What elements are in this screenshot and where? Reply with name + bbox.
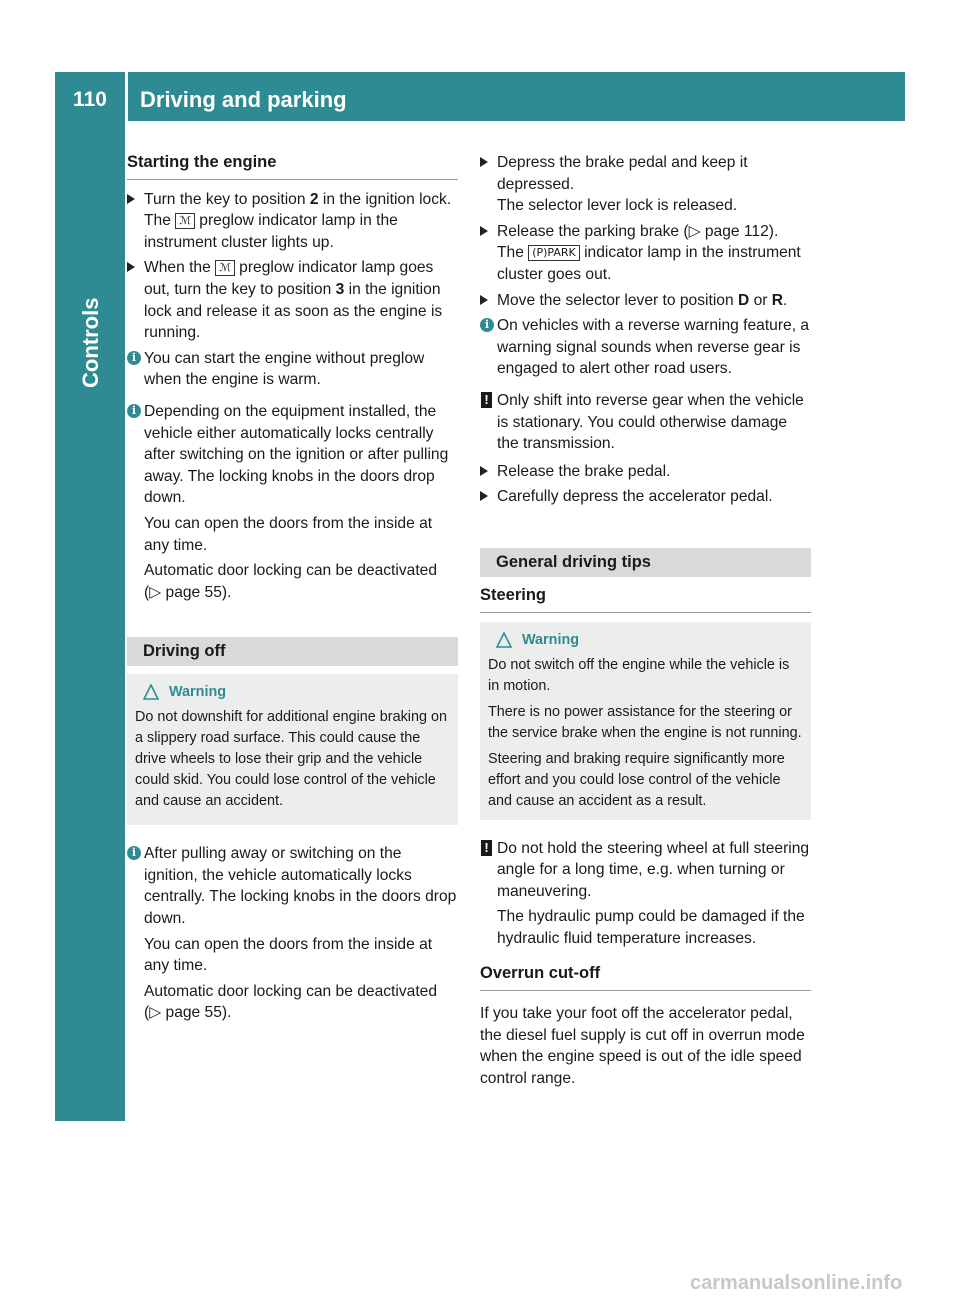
step-accelerate: Carefully depress the accelerator pedal. bbox=[480, 486, 811, 508]
exclamation-icon: ! bbox=[481, 840, 492, 856]
info-note-warm-engine: i You can start the engine without preglow when the engine is warm. bbox=[127, 348, 458, 391]
caution-note-steering: ! Do not hold the steering wheel at full steering angle for a long time, e.g. when turning or maneuvering. bbox=[480, 838, 811, 903]
preglow-lamp-icon: ℳ bbox=[215, 260, 235, 276]
warning-box-downshift bbox=[127, 674, 458, 825]
step-turn-key: Turn the key to position 2 in the ignition lock. The ℳ preglow indicator lamp in the instrument cluster lights up. bbox=[127, 189, 458, 254]
arrow-bullet-icon bbox=[480, 466, 488, 476]
warning-box-steering bbox=[480, 622, 811, 820]
header-separator bbox=[125, 72, 128, 121]
warning-text-2: There is no power assistance for the steering or the service brake when the engine is not running. bbox=[488, 703, 802, 741]
arrow-bullet-icon bbox=[127, 262, 135, 272]
side-tab-label bbox=[70, 252, 110, 392]
page-number: 110 bbox=[73, 88, 107, 111]
arrow-bullet-icon bbox=[127, 194, 135, 204]
warning-triangle-icon bbox=[143, 684, 159, 700]
step-release-parking-brake: Release the parking brake (▷ page 112). The (P)PARK indicator lamp in the instrument cluster goes out. bbox=[480, 221, 811, 286]
section-heading-steering: Steering bbox=[480, 585, 811, 613]
info-note-deactivate-2: Automatic door locking can be deactivated (▷ page 55). bbox=[144, 982, 437, 1022]
arrow-bullet-icon bbox=[480, 157, 488, 167]
warning-text-3: Steering and braking require significantly more effort and you could lose control of the vehicle and cause an accident as a result. bbox=[488, 750, 785, 809]
watermark: carmanualsonline.info bbox=[690, 1272, 903, 1294]
section-heading-overrun: Overrun cut-off bbox=[480, 963, 811, 991]
info-icon: i bbox=[480, 318, 494, 332]
info-note-pulling-away: i After pulling away or switching on the ignition, the vehicle automatically locks centrally. The locking knobs in the doors drop down. bbox=[127, 843, 458, 929]
page-title: Driving and parking bbox=[140, 87, 347, 112]
step-release-brake: Release the brake pedal. bbox=[480, 461, 811, 483]
arrow-bullet-icon bbox=[480, 491, 488, 501]
warning-text: Do not downshift for additional engine braking on a slippery road surface. This could cause the drive wheels to lose their grip and the vehicle could skid. You could lose control of the vehicle and cause an accident. bbox=[135, 709, 448, 810]
arrow-bullet-icon bbox=[480, 295, 488, 305]
section-banner-driving-off: Driving off bbox=[127, 637, 458, 666]
overrun-text: If you take your foot off the accelerator pedal, the diesel fuel supply is cut off in overrun mode when the engine speed is out of the idle speed control range. bbox=[480, 1005, 805, 1087]
preglow-lamp-icon: ℳ bbox=[175, 213, 195, 229]
info-note-locking: i Depending on the equipment installed, the vehicle either automatically locks centrally after switching on the ignition or after pulling away. The locking knobs in the doors drop down. bbox=[127, 401, 458, 509]
step-selector-lever: Move the selector lever to position D or R. bbox=[480, 290, 811, 312]
caution-note-pump: The hydraulic pump could be damaged if the hydraulic fluid temperature increases. bbox=[497, 908, 805, 947]
warning-triangle-icon bbox=[496, 632, 512, 648]
warning-text-1: Do not switch off the engine while the vehicle is in motion. bbox=[488, 656, 790, 694]
info-note-reverse-warning: i On vehicles with a reverse warning feature, a warning signal sounds when reverse gear is engaged to alert other road users. bbox=[480, 315, 811, 380]
step-depress-brake: Depress the brake pedal and keep it depressed. The selector lever lock is released. bbox=[480, 152, 811, 217]
info-note-doors-open-2: You can open the doors from the inside at any time. bbox=[144, 935, 433, 975]
left-column bbox=[127, 152, 458, 1028]
section-banner-driving-tips: General driving tips bbox=[480, 548, 811, 577]
step-preglow-off: When the ℳ preglow indicator lamp goes out, turn the key to position 3 in the ignition lock and release it as soon as the engine is running. bbox=[127, 257, 458, 343]
info-note-doors-open: You can open the doors from the inside at any time. bbox=[144, 514, 433, 554]
exclamation-icon: ! bbox=[481, 392, 492, 408]
warning-title: Warning bbox=[488, 630, 803, 651]
section-heading-starting: Starting the engine bbox=[127, 152, 458, 180]
right-column bbox=[480, 152, 811, 1089]
info-icon: i bbox=[127, 404, 141, 418]
caution-note-reverse: ! Only shift into reverse gear when the vehicle is stationary. You could otherwise damage the transmission. bbox=[480, 390, 811, 455]
side-label-text: Controls bbox=[78, 297, 103, 388]
info-icon: i bbox=[127, 846, 141, 860]
info-note-deactivate: Automatic door locking can be deactivated (▷ page 55). bbox=[144, 562, 437, 601]
info-icon: i bbox=[127, 351, 141, 365]
arrow-bullet-icon bbox=[480, 226, 488, 236]
header-divider-line bbox=[125, 121, 905, 123]
warning-title: Warning bbox=[135, 682, 450, 703]
park-lamp-icon: (P)PARK bbox=[528, 245, 580, 261]
